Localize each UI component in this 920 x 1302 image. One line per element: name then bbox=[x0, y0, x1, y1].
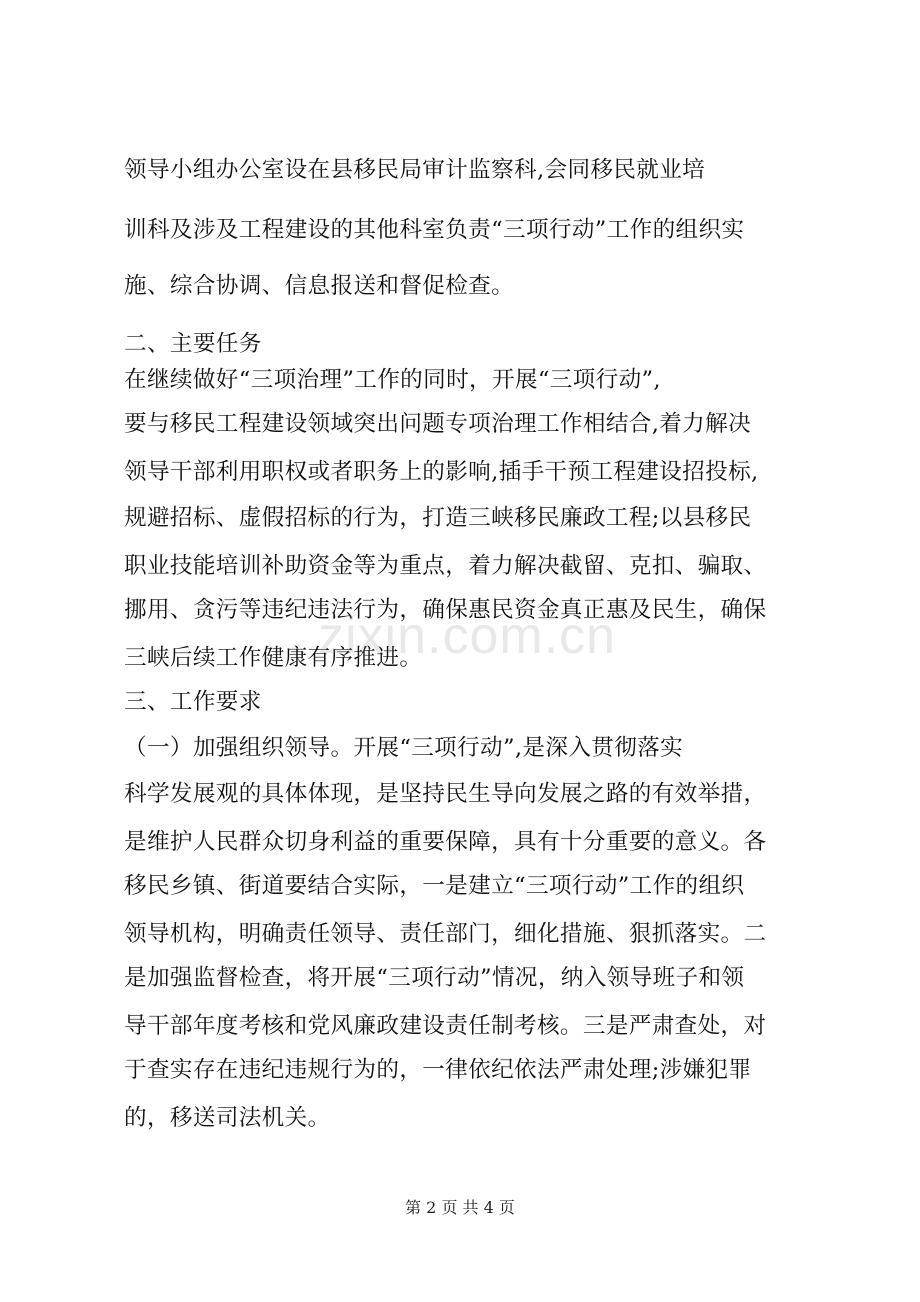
body-text-line: 在继续做好“三项治理”工作的同时，开展“三项行动”, bbox=[124, 367, 661, 393]
section-heading: 三、工作要求 bbox=[124, 689, 262, 715]
body-text-line: 训科及涉及工程建设的其他科室负责“三项行动”工作的组织实 bbox=[124, 217, 745, 243]
body-text-line: 于查实存在违纪违规行为的，一律依纪依法严肃处理;涉嫌犯罪 bbox=[124, 1057, 752, 1083]
body-text-line: 挪用、贪污等违纪违法行为，确保惠民资金真正惠及民生，确保 bbox=[124, 597, 767, 623]
body-text-line: 领导小组办公室设在县移民局审计监察科,会同移民就业培 bbox=[124, 157, 706, 183]
body-text-line: 施、综合协调、信息报送和督促检查。 bbox=[124, 273, 515, 299]
body-text-line: 领导机构，明确责任领导、责任部门，细化措施、狠抓落实。二 bbox=[124, 921, 767, 947]
body-text-line: 导干部年度考核和党风廉政建设责任制考核。三是严肃查处，对 bbox=[124, 1013, 767, 1039]
section-heading: 二、主要任务 bbox=[124, 331, 262, 357]
body-text-line: 职业技能培训补助资金等为重点，着力解决截留、克扣、骗取、 bbox=[124, 553, 767, 579]
body-text-line: 科学发展观的具体体现，是坚持民生导向发展之路的有效举措， bbox=[124, 781, 767, 807]
body-text-line: 领导干部利用职权或者职务上的影响,插手干预工程建设招投标, bbox=[124, 459, 759, 485]
body-text-line: 三峡后续工作健康有序推进。 bbox=[124, 645, 423, 671]
body-text-line: 要与移民工程建设领域突出问题专项治理工作相结合,着力解决 bbox=[124, 411, 752, 437]
body-text-line: 规避招标、虚假招标的行为，打造三峡移民廉政工程;以县移民 bbox=[124, 505, 752, 531]
body-text-line: （一）加强组织领导。开展“三项行动”,是深入贯彻落实 bbox=[124, 735, 684, 761]
page-number-footer: 第 2 页 共 4 页 bbox=[405, 1198, 515, 1217]
body-text-line: 移民乡镇、街道要结合实际，一是建立“三项行动”工作的组织 bbox=[124, 873, 745, 899]
body-text-line: 是维护人民群众切身利益的重要保障，具有十分重要的意义。各 bbox=[124, 829, 767, 855]
body-text-line: 是加强监督检查，将开展“三项行动”情况，纳入领导班子和领 bbox=[124, 965, 745, 991]
body-text-line: 的，移送司法机关。 bbox=[124, 1105, 331, 1131]
watermark-text: zixin.com.cn bbox=[318, 607, 617, 665]
